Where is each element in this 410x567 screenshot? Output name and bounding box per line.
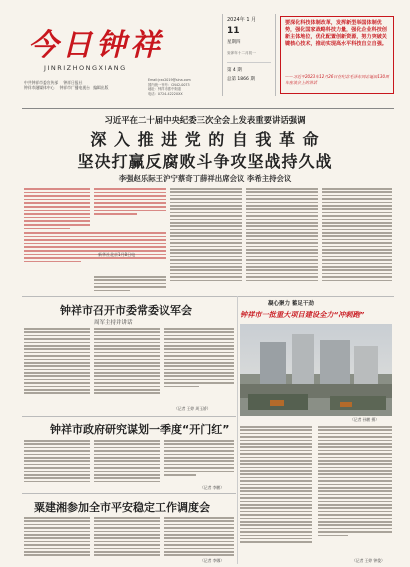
quote-text: 要深化科技体制改革，发挥新型举国体制优势，强化国家战略科技力量，强化企业科技创新主体地位，优化配置创新资源，努力突破关键核心技术，推动实现高水平科技自立自强。	[285, 20, 387, 47]
photo-caption-headline: 钟祥市一批重大项目建设全力“冲刺跑”	[240, 310, 365, 319]
lead-summary-column-2	[94, 188, 166, 228]
lunar-date: 癸卯年十二月初一	[227, 51, 256, 55]
masthead-divider	[22, 108, 394, 109]
contact-line: 电话：0724-4222XXX	[148, 91, 183, 96]
story-5-byline: （记者 王婷 钟俊）	[352, 558, 385, 563]
publisher-line: 钟祥市广播电视台	[59, 85, 90, 90]
story-4-headline: 粟建湘参加全市平安稳定工作调度会	[34, 501, 210, 514]
masthead-pinyin: JINRIZHONGXIANG	[44, 64, 127, 72]
quote-box	[280, 16, 394, 94]
story-4-body	[164, 517, 234, 563]
publisher-block	[24, 80, 144, 90]
story-3-headline: 钟祥市政府研究谋划一季度“开门红”	[50, 423, 230, 436]
contact-line: Email:jrzx2019@sina.com	[148, 78, 191, 82]
story-4-body	[24, 517, 90, 563]
news-photo	[240, 324, 392, 416]
edition-number: 第 4 期	[227, 68, 242, 73]
story-4-body	[94, 517, 160, 563]
story-3-body	[94, 440, 160, 492]
story-5-body	[318, 426, 392, 562]
lead-body-column	[322, 188, 392, 296]
section-divider	[22, 493, 236, 494]
story-2-byline: （记者 王婷 周玉娇）	[174, 406, 211, 411]
lead-body-column	[246, 188, 318, 296]
column-divider	[237, 296, 238, 564]
story-2-body	[94, 328, 160, 406]
date-year-month: 2024年 1 月	[227, 17, 257, 23]
date-panel	[222, 14, 276, 96]
lead-subhead: 李强赵乐际王沪宁蔡奇丁薛祥出席会议 李希主持会议	[118, 174, 292, 183]
lead-headline-line-1: 深 入 推 进 党 的 自 我 革 命	[90, 130, 320, 149]
contact-line: 地址：钟祥市郢中街道	[148, 87, 181, 92]
publisher-line: 钟祥日报社	[63, 80, 83, 85]
story-3-byline: （记者 李鹏）	[200, 485, 224, 490]
lead-kicker: 习近平在二十届中央纪委三次全会上发表重要讲话强调	[104, 115, 306, 125]
publisher-line: 编辑出版	[93, 85, 109, 90]
weekday: 星期四	[227, 40, 241, 45]
lead-dateline: 新华社北京1月8日电	[98, 252, 136, 257]
story-2-subhead: 周军主持并讲话	[94, 320, 133, 326]
publisher-line: 中共钟祥市委宣传部	[24, 80, 59, 85]
lead-headline-line-2: 坚决打赢反腐败斗争攻坚战持久战	[77, 152, 333, 171]
masthead	[0, 0, 410, 108]
story-2-body	[164, 328, 234, 406]
date-day: 11	[227, 26, 240, 36]
story-5-body	[240, 426, 312, 562]
lead-summary-column-3	[24, 232, 166, 272]
publisher-line: 钟祥市融媒体中心	[24, 85, 55, 90]
story-4-byline: （记者 李娜）	[200, 558, 224, 563]
story-2-headline: 钟祥市召开市委常委议军会	[60, 304, 192, 317]
total-issue: 总第 1866 期	[227, 77, 255, 82]
section-divider	[22, 416, 236, 417]
story-2-body	[24, 328, 90, 406]
photo-kicker: 凝心聚力 蓄足干劲	[268, 301, 314, 307]
story-3-body	[24, 440, 90, 492]
section-divider	[22, 296, 394, 297]
contact-line: 国内统一刊号：CN42-0073	[148, 82, 190, 87]
construction-site-photo	[240, 324, 392, 416]
lead-body-column	[170, 188, 242, 296]
quote-source: ——习近平2023年12月26日在纪念毛泽东同志诞辰130周年座谈会上的讲话	[285, 74, 389, 85]
photo-credit: （记者 孙鹏 摄）	[350, 417, 379, 422]
lead-body-lower	[94, 276, 166, 296]
contact-block	[148, 78, 218, 96]
masthead-title: 今日钟祥	[28, 28, 164, 63]
